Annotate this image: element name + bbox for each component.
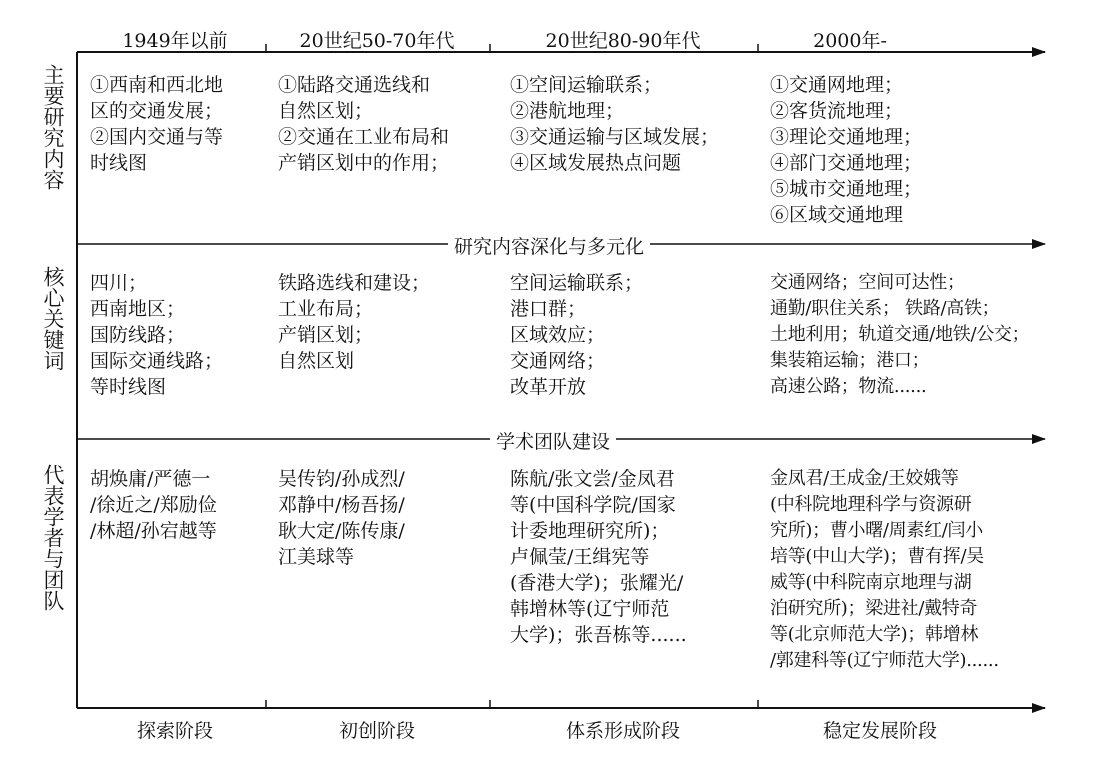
keywords-cell-4: 交通网络；空间可达性； 通勤/职住关系； 铁路/高铁； 土地利用；轨道交通/地铁/公交； 集装箱运输；港口； 高速公路；物流...... [770, 272, 1030, 397]
stage-initial: 初创阶段 [338, 720, 415, 742]
research-cell-4: ①交通网地理； ②客货流地理； ③理论交通地理； ④部门交通地理； ⑤城市交通地理； ⑥区域交通地理 [770, 74, 923, 226]
keywords-cell-1: 四川； 西南地区； 国防线路； 国际交通线路； 等时线图 [90, 272, 224, 398]
stage-exploration: 探索阶段 [136, 720, 213, 742]
header-period-4: 2000年- [813, 30, 887, 52]
stage-stable-development: 稳定发展阶段 [822, 720, 937, 742]
keywords-cell-3: 空间运输联系； 港口群； 区域效应； 交通网络； 改革开放 [510, 272, 644, 398]
research-cell-3: ①空间运输联系； ②港航地理； ③交通运输与区域发展； ④区域发展热点问题 [510, 74, 720, 174]
research-cell-2: ①陆路交通选线和 自然区划； ②交通在工业布局和 产销区划中的作用； [278, 74, 450, 174]
divider-label-team-building: 学术团队建设 [490, 427, 616, 454]
row-label-scholars: 代表学者与团队 [41, 464, 65, 611]
research-cell-1: ①西南和西北地 区的交通发展； ②国内交通与等 时线图 [90, 74, 224, 174]
header-period-1: 1949年以前 [122, 30, 228, 52]
header-period-2: 20世纪50-70年代 [299, 30, 455, 52]
keywords-cell-2: 铁路选线和建设； 工业布局； 产销区划； 自然区划 [278, 272, 431, 372]
divider-label-diversification: 研究内容深化与多元化 [448, 232, 650, 259]
row-label-keywords: 核心关键词 [41, 266, 65, 371]
scholars-cell-3: 陈航/张文尝/金凤君 等(中国科学院/国家 计委地理研究所)； 卢佩莹/王缉宪等 (香港大学)；张耀光/ 韩增林等(辽宁师范 大学)；张吾栋等...... [510, 468, 687, 646]
header-period-3: 20世纪80-90年代 [545, 30, 701, 52]
stage-system-formation: 体系形成阶段 [565, 720, 680, 742]
scholars-cell-2: 吴传钧/孙成烈/ 邓静中/杨吾扬/ 耿大定/陈传康/ 江美球等 [278, 468, 405, 568]
scholars-cell-1: 胡焕庸/严德一 /徐近之/郑励俭 /林超/孙宕越等 [90, 468, 217, 542]
row-label-research: 主要研究内容 [41, 64, 65, 190]
scholars-cell-4: 金凤君/王成金/王姣娥等 (中科院地理科学与资源研 究所)；曹小曙/周素红/闫小 培等(中山大学)；曹有挥/吴 威等(中科院南京地理与湖 泊研究所)；梁进社/戴特奇 等(北京师范大学)；韩增林 /郭建科等(辽宁师范大学)...... [770, 468, 999, 671]
